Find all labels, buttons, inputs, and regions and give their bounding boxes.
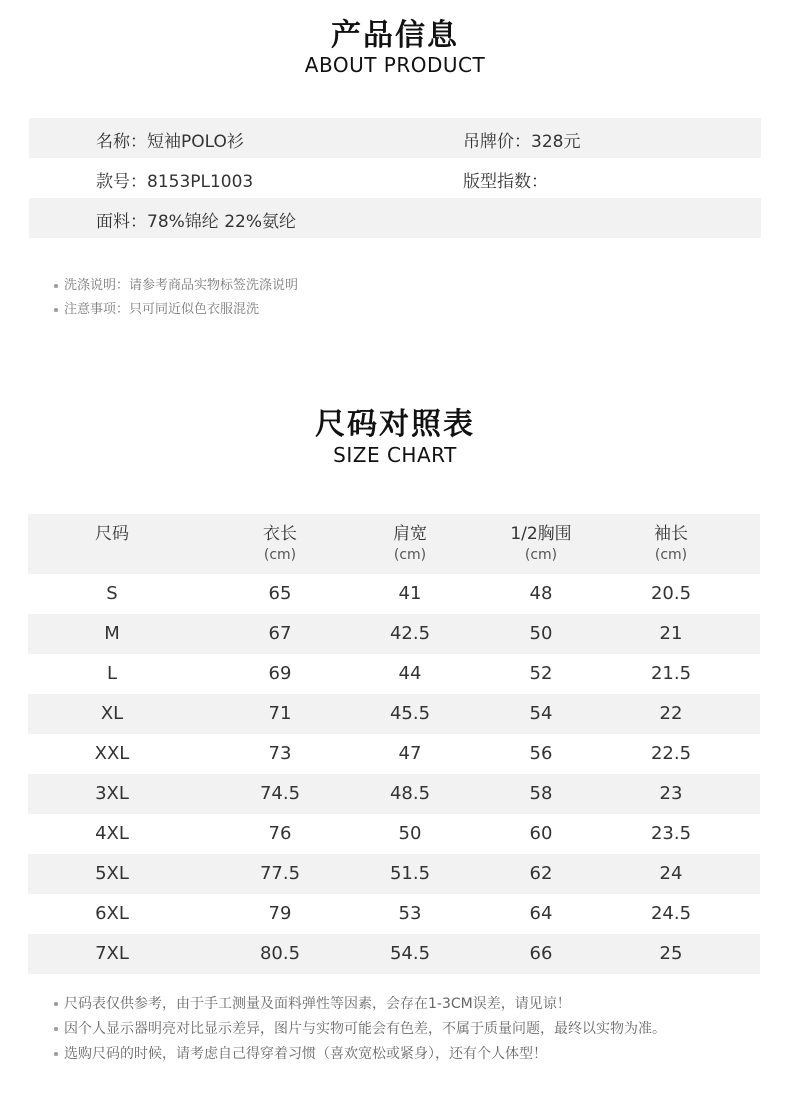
cell-chest: 52 xyxy=(529,663,553,684)
cell-size: 5XL xyxy=(95,863,129,884)
cell-size: XXL xyxy=(94,743,130,764)
cell-shoulder: 51.5 xyxy=(389,863,431,884)
table-row xyxy=(28,654,760,694)
header-chest: 1/2胸围 (cm) xyxy=(510,524,572,563)
size-notes xyxy=(54,992,666,1067)
note-item xyxy=(54,1042,666,1067)
note-text: 尺码表仅供参考，由于手工测量及面料弹性等因素，会存在1-3CM误差，请见谅！ xyxy=(64,996,571,1012)
fit-index: 版型指数： xyxy=(463,172,548,192)
cell-size: 3XL xyxy=(95,783,129,804)
note-text: 选购尺码的时候，请考虑自己得穿着习惯（喜欢宽松或紧身），还有个人体型！ xyxy=(64,1046,547,1062)
care-notes xyxy=(54,274,298,322)
style-number: 款号：8153PL1003 xyxy=(96,172,254,192)
header-size: 尺码 xyxy=(95,524,129,544)
cell-sleeve: 20.5 xyxy=(650,583,692,604)
cell-sleeve: 23 xyxy=(659,783,683,804)
cell-chest: 64 xyxy=(529,903,553,924)
table-row xyxy=(28,614,760,654)
cell-chest: 56 xyxy=(529,743,553,764)
note-text: 注意事项：只可同近似色衣服混洗 xyxy=(64,302,260,317)
tag-price: 吊牌价：328元 xyxy=(463,132,581,152)
table-row xyxy=(28,854,760,894)
cell-size: M xyxy=(104,623,120,644)
info-row xyxy=(29,198,761,238)
cell-shoulder: 53 xyxy=(398,903,422,924)
table-row xyxy=(28,734,760,774)
note-text: 洗涤说明：请参考商品实物标签洗涤说明 xyxy=(64,278,299,293)
size-table xyxy=(28,514,760,974)
bullet-icon xyxy=(54,308,58,312)
cell-length: 73 xyxy=(268,743,292,764)
cell-sleeve: 21.5 xyxy=(650,663,692,684)
product-title-en: ABOUT PRODUCT xyxy=(304,53,486,77)
table-row xyxy=(28,774,760,814)
header-shoulder: 肩宽 (cm) xyxy=(393,524,427,563)
table-row xyxy=(28,814,760,854)
cell-sleeve: 25 xyxy=(659,943,683,964)
product-title-cn: 产品信息 xyxy=(331,18,459,53)
cell-shoulder: 54.5 xyxy=(389,943,431,964)
cell-shoulder: 42.5 xyxy=(389,623,431,644)
table-row xyxy=(28,574,760,614)
cell-size: L xyxy=(106,663,118,684)
product-name: 名称：短袖POLO衫 xyxy=(96,132,244,152)
cell-shoulder: 45.5 xyxy=(389,703,431,724)
cell-chest: 62 xyxy=(529,863,553,884)
cell-size: S xyxy=(106,583,118,604)
cell-length: 80.5 xyxy=(259,943,301,964)
header-sleeve: 袖长 (cm) xyxy=(654,524,688,563)
cell-length: 76 xyxy=(268,823,292,844)
table-header xyxy=(28,514,760,574)
cell-sleeve: 22.5 xyxy=(650,743,692,764)
note-item xyxy=(54,992,666,1017)
cell-shoulder: 47 xyxy=(398,743,422,764)
bullet-icon xyxy=(54,284,58,288)
cell-sleeve: 21 xyxy=(659,623,683,644)
cell-size: XL xyxy=(100,703,124,724)
cell-sleeve: 24 xyxy=(659,863,683,884)
table-row xyxy=(28,694,760,734)
cell-sleeve: 23.5 xyxy=(650,823,692,844)
cell-sleeve: 24.5 xyxy=(650,903,692,924)
table-row xyxy=(28,894,760,934)
bullet-icon xyxy=(54,1052,58,1056)
cell-size: 4XL xyxy=(95,823,129,844)
bullet-icon xyxy=(54,1002,58,1006)
cell-chest: 66 xyxy=(529,943,553,964)
cell-length: 77.5 xyxy=(259,863,301,884)
cell-chest: 50 xyxy=(529,623,553,644)
info-row xyxy=(29,118,761,158)
cell-shoulder: 50 xyxy=(398,823,422,844)
cell-chest: 48 xyxy=(529,583,553,604)
cell-size: 7XL xyxy=(95,943,129,964)
cell-chest: 58 xyxy=(529,783,553,804)
cell-chest: 60 xyxy=(529,823,553,844)
size-chart-title-en: SIZE CHART xyxy=(333,443,457,467)
size-chart-title-cn: 尺码对照表 xyxy=(315,407,475,442)
cell-length: 74.5 xyxy=(259,783,301,804)
cell-shoulder: 48.5 xyxy=(389,783,431,804)
cell-shoulder: 41 xyxy=(398,583,422,604)
cell-chest: 54 xyxy=(529,703,553,724)
table-row xyxy=(28,934,760,974)
cell-length: 79 xyxy=(268,903,292,924)
bullet-icon xyxy=(54,1027,58,1031)
cell-shoulder: 44 xyxy=(398,663,422,684)
cell-length: 65 xyxy=(268,583,292,604)
fabric: 面料：78%锦纶 22%氨纶 xyxy=(96,212,296,232)
cell-sleeve: 22 xyxy=(659,703,683,724)
note-item xyxy=(54,298,298,322)
note-text: 因个人显示器明亮对比显示差异，图片与实物可能会有色差，不属于质量问题，最终以实物为准。 xyxy=(64,1021,666,1037)
info-row xyxy=(29,158,761,198)
note-item xyxy=(54,1017,666,1042)
note-item xyxy=(54,274,298,298)
cell-length: 71 xyxy=(268,703,292,724)
header-length: 衣长 (cm) xyxy=(263,524,297,563)
cell-length: 67 xyxy=(268,623,292,644)
cell-size: 6XL xyxy=(95,903,129,924)
cell-length: 69 xyxy=(268,663,292,684)
